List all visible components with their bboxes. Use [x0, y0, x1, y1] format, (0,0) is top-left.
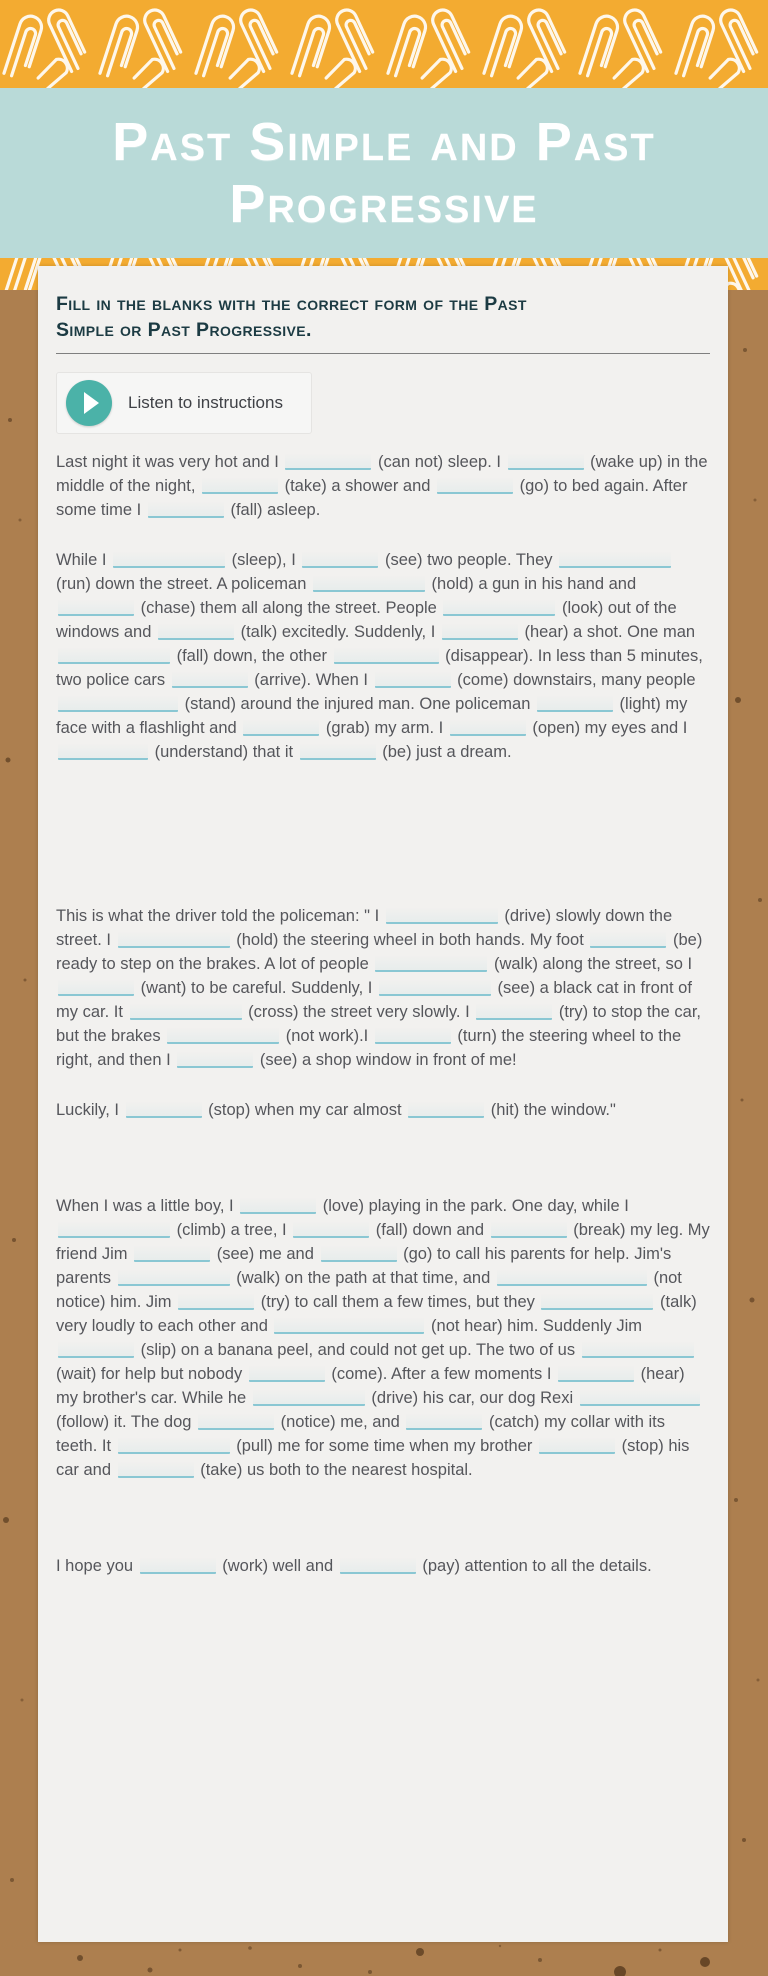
- answer-blank[interactable]: [148, 501, 224, 518]
- answer-blank[interactable]: [118, 1437, 230, 1454]
- answer-blank[interactable]: [321, 1245, 397, 1262]
- answer-blank[interactable]: [274, 1317, 424, 1334]
- paragraph: When I was a little boy, I (love) playing in the park. One day, while I (climb) a tree, I (fall) down and (break) my leg. My friend Jim (see) me and (go) to call his parents for help. Jim's parents (walk) on the path at that time, and (not notice) him. Jim (try) to call them a few times, but they (talk) very loudly to each other and (not hear) him. Suddenly Jim (slip) on a banana peel, and could not get up. The two of us (wait) for help but nobody (come). After a few moments I (hear) my brother's car. While he (drive) his car, our dog Rexi (follow) it. The dog (notice) me, and (catch) my collar with its teeth. It (pull) me for some time when my brother (stop) his car and (take) us both to the nearest hospital.: [56, 1197, 710, 1480]
- answer-blank[interactable]: [140, 1557, 216, 1574]
- divider: [56, 353, 710, 354]
- answer-blank[interactable]: [118, 1269, 230, 1286]
- answer-blank[interactable]: [408, 1101, 484, 1118]
- page-title-line1: Past Simple and Past: [112, 111, 656, 172]
- answer-blank[interactable]: [118, 1461, 194, 1478]
- answer-blank[interactable]: [58, 695, 178, 712]
- answer-blank[interactable]: [134, 1245, 210, 1262]
- answer-blank[interactable]: [58, 1341, 134, 1358]
- answer-blank[interactable]: [582, 1341, 694, 1358]
- answer-blank[interactable]: [406, 1413, 482, 1430]
- paragraph: This is what the driver told the policeman: " I (drive) slowly down the street. I (hold) the steering wheel in both hands. My foot (be) ready to step on the brakes. A lot of people (walk) along the street, so I (want) to be careful. Suddenly, I (see) a black cat in front of my car. It (cross) the street very slowly. I (try) to stop the car, but the brakes (not work).I (turn) the steering wheel to the right, and then I (see) a shop window in front of me!: [56, 907, 703, 1070]
- answer-blank[interactable]: [537, 695, 613, 712]
- answer-blank[interactable]: [130, 1003, 242, 1020]
- worksheet-card: [38, 266, 728, 1942]
- answer-blank[interactable]: [198, 1413, 274, 1430]
- answer-blank[interactable]: [442, 623, 518, 640]
- decor-band-top: [0, 0, 768, 88]
- answer-blank[interactable]: [559, 551, 671, 568]
- answer-blank[interactable]: [443, 599, 555, 616]
- answer-blank[interactable]: [375, 1027, 451, 1044]
- instructions-heading: Fill in the blanks with the correct form of the Past Simple or Past Progressive.: [56, 293, 527, 341]
- answer-blank[interactable]: [450, 719, 526, 736]
- answer-blank[interactable]: [285, 453, 371, 470]
- answer-blank[interactable]: [118, 931, 230, 948]
- listen-label: Listen to instructions: [128, 393, 283, 413]
- answer-blank[interactable]: [497, 1269, 647, 1286]
- answer-blank[interactable]: [240, 1197, 316, 1214]
- answer-blank[interactable]: [58, 647, 170, 664]
- answer-blank[interactable]: [340, 1557, 416, 1574]
- answer-blank[interactable]: [126, 1101, 202, 1118]
- answer-blank[interactable]: [300, 743, 376, 760]
- answer-blank[interactable]: [313, 575, 425, 592]
- answer-blank[interactable]: [167, 1027, 279, 1044]
- answer-blank[interactable]: [177, 1051, 253, 1068]
- exercise-text: [56, 450, 710, 1578]
- answer-blank[interactable]: [58, 743, 148, 760]
- answer-blank[interactable]: [253, 1389, 365, 1406]
- page-title: [112, 111, 656, 235]
- play-icon: [66, 380, 112, 426]
- answer-blank[interactable]: [491, 1221, 567, 1238]
- worksheet-header: [0, 88, 768, 258]
- answer-blank[interactable]: [249, 1365, 325, 1382]
- answer-blank[interactable]: [178, 1293, 254, 1310]
- listen-button[interactable]: [56, 372, 312, 434]
- answer-blank[interactable]: [158, 623, 234, 640]
- answer-blank[interactable]: [334, 647, 439, 664]
- answer-blank[interactable]: [375, 671, 451, 688]
- answer-blank[interactable]: [293, 1221, 369, 1238]
- answer-blank[interactable]: [58, 979, 134, 996]
- paragraph: Luckily, I (stop) when my car almost (hit) the window.": [56, 1101, 616, 1120]
- answer-blank[interactable]: [58, 1221, 170, 1238]
- answer-blank[interactable]: [590, 931, 666, 948]
- answer-blank[interactable]: [476, 1003, 552, 1020]
- answer-blank[interactable]: [375, 955, 487, 972]
- answer-blank[interactable]: [302, 551, 378, 568]
- answer-blank[interactable]: [541, 1293, 653, 1310]
- answer-blank[interactable]: [539, 1437, 615, 1454]
- page-title-line2: Progressive: [229, 174, 539, 234]
- answer-blank[interactable]: [379, 979, 491, 996]
- answer-blank[interactable]: [386, 907, 498, 924]
- answer-blank[interactable]: [508, 453, 584, 470]
- paragraph: While I (sleep), I (see) two people. They (run) down the street. A policeman (hold) a gun in his hand and (chase) them all along the street. People (look) out of the windows and (talk) excitedly. Suddenly, I (hear) a shot. One man (fall) down, the other (disappear). In less than 5 minutes, two police cars (arrive). When I (come) downstairs, many people (stand) around the injured man. One policeman (light) my face with a flashlight and (grab) my arm. I (open) my eyes and I (understand) that it (be) just a dream.: [56, 551, 703, 762]
- answer-blank[interactable]: [580, 1389, 700, 1406]
- answer-blank[interactable]: [437, 477, 513, 494]
- paragraph: Last night it was very hot and I (can not) sleep. I (wake up) in the middle of the night, (take) a shower and (go) to bed again. After some time I (fall) asleep.: [56, 453, 708, 520]
- answer-blank[interactable]: [113, 551, 225, 568]
- paragraph: I hope you (work) well and (pay) attention to all the details.: [56, 1557, 652, 1576]
- answer-blank[interactable]: [243, 719, 319, 736]
- answer-blank[interactable]: [172, 671, 248, 688]
- answer-blank[interactable]: [202, 477, 278, 494]
- answer-blank[interactable]: [58, 599, 134, 616]
- answer-blank[interactable]: [558, 1365, 634, 1382]
